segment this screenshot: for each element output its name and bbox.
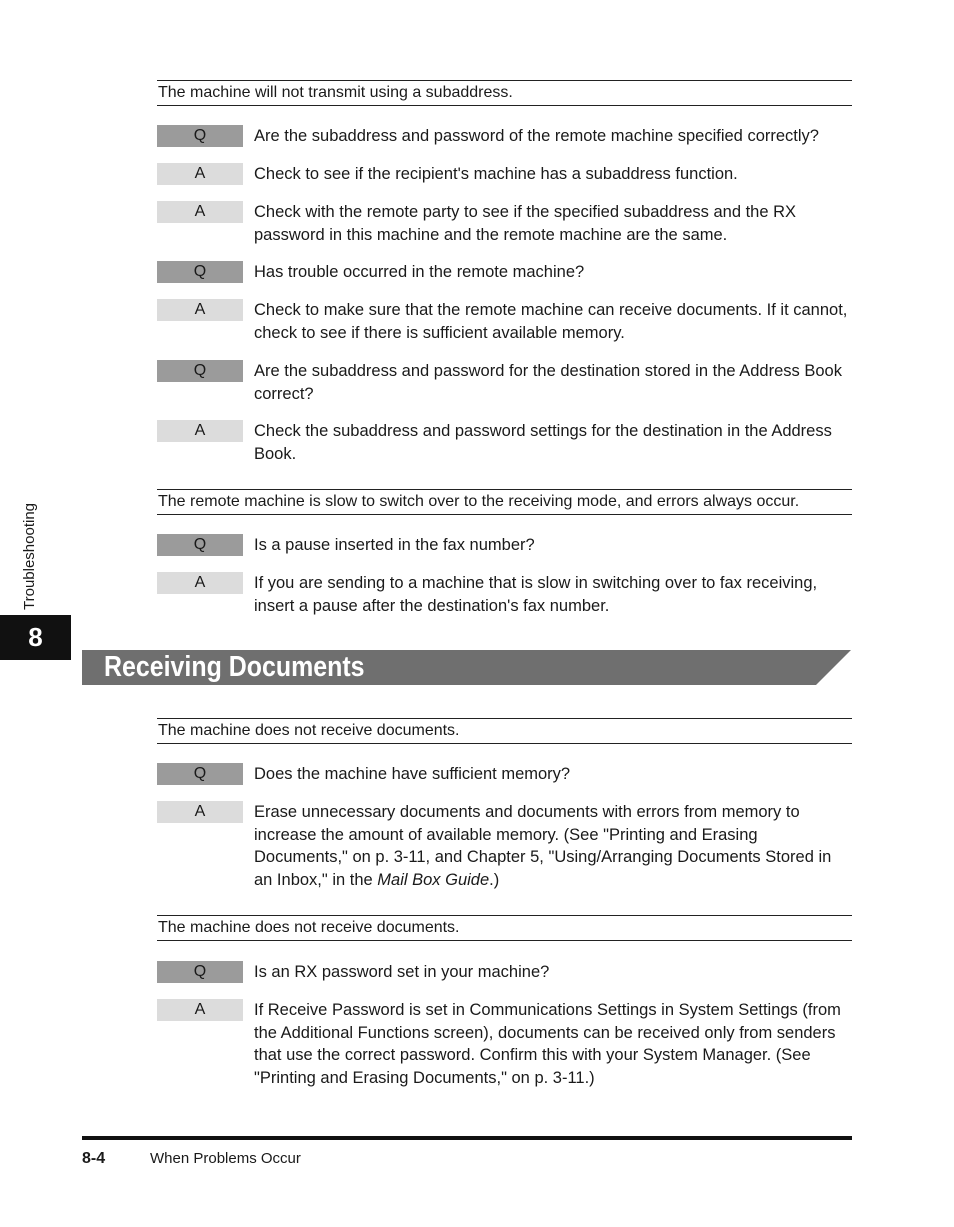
answer-text bbox=[254, 801, 851, 891]
page-number: 8-4 bbox=[82, 1150, 106, 1167]
answer-text: If Receive Password is set in Communications Settings in System Settings (from the Additional Functions screen), documents can be received only from senders that use the correct password. Confirm this with your System Manager. (See "Printing and Erasing Documents," on p. 3-11.) bbox=[254, 1001, 841, 1087]
question-tag: Q bbox=[157, 360, 243, 382]
answer-tag: A bbox=[157, 999, 243, 1021]
answer-text: Check with the remote party to see if the specified subaddress and the RX password in this machine and the remote machine are the same. bbox=[254, 203, 797, 244]
question-tag: Q bbox=[157, 534, 243, 556]
question-tag: Q bbox=[157, 961, 243, 983]
answer-tag: A bbox=[157, 299, 243, 321]
guide-title: Mail Box Guide bbox=[377, 870, 490, 889]
answer-text-part: .) bbox=[489, 870, 500, 889]
answer-text: Check to see if the recipient's machine has a subaddress function. bbox=[254, 165, 738, 183]
chapter-number-tab: 8 bbox=[0, 615, 71, 660]
question-text: Does the machine have sufficient memory? bbox=[254, 765, 571, 783]
chapter-side-label: Troubleshooting bbox=[21, 502, 38, 610]
answer-tag: A bbox=[157, 572, 243, 594]
problem-heading: The machine does not receive documents. bbox=[157, 718, 852, 744]
problem-heading: The machine will not transmit using a subaddress. bbox=[157, 80, 852, 106]
answer-text: Check to make sure that the remote machine can receive documents. If it cannot, check to see if there is sufficient available memory. bbox=[254, 301, 848, 342]
question-text: Is an RX password set in your machine? bbox=[254, 963, 550, 981]
answer-tag: A bbox=[157, 801, 243, 823]
section-title: Receiving Documents bbox=[104, 651, 365, 683]
question-text: Has trouble occurred in the remote machine? bbox=[254, 263, 585, 281]
answer-tag: A bbox=[157, 420, 243, 442]
question-text: Are the subaddress and password for the destination stored in the Address Book correct? bbox=[254, 362, 842, 403]
problem-heading: The machine does not receive documents. bbox=[157, 915, 852, 941]
problem-heading: The remote machine is slow to switch over to the receiving mode, and errors always occur. bbox=[157, 489, 852, 515]
answer-text: If you are sending to a machine that is slow in switching over to fax receiving, insert a pause after the destination's fax number. bbox=[254, 574, 818, 615]
answer-tag: A bbox=[157, 201, 243, 223]
answer-text: Check the subaddress and password settings for the destination in the Address Book. bbox=[254, 422, 832, 463]
footer-chapter-title: When Problems Occur bbox=[150, 1150, 301, 1167]
question-text: Is a pause inserted in the fax number? bbox=[254, 536, 535, 554]
question-text: Are the subaddress and password of the remote machine specified correctly? bbox=[254, 127, 819, 145]
question-tag: Q bbox=[157, 261, 243, 283]
question-tag: Q bbox=[157, 763, 243, 785]
answer-text-part: Erase unnecessary documents and documents with errors from memory to increase the amount of available memory. (See "Printing and Erasing Documents," on p. 3-11, and Chapter 5, "Using/Arranging Documents Stored in an Inbox," in the bbox=[254, 803, 832, 889]
answer-tag: A bbox=[157, 163, 243, 185]
question-tag: Q bbox=[157, 125, 243, 147]
section-title-band bbox=[82, 650, 851, 685]
footer-rule bbox=[82, 1136, 852, 1140]
